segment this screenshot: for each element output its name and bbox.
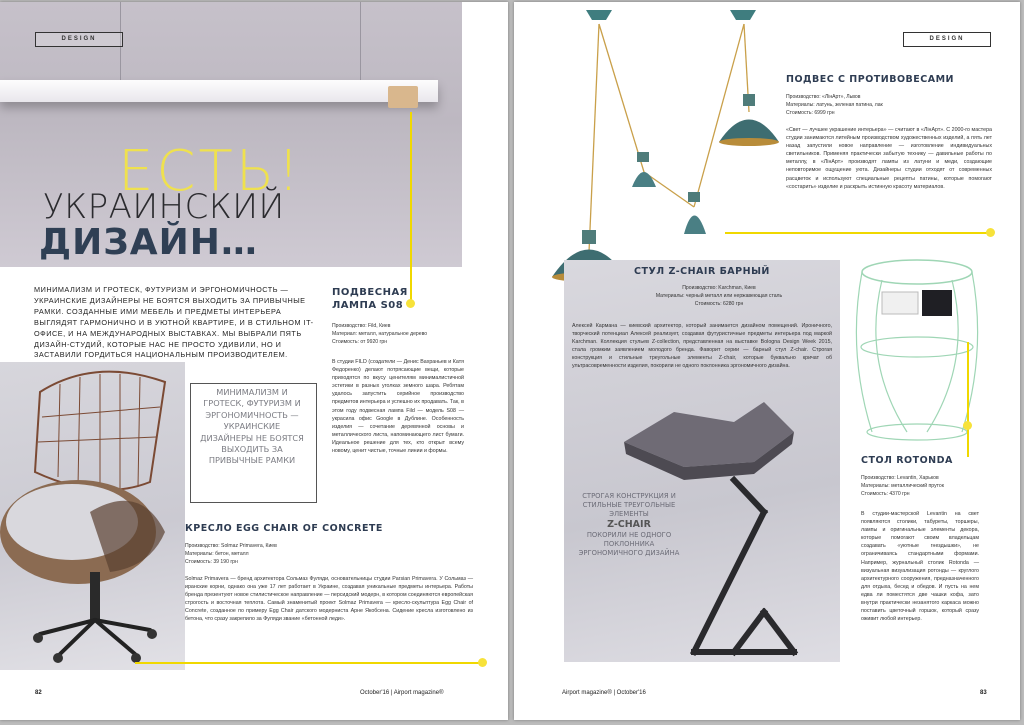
rotonda-specs xyxy=(861,474,1001,498)
section-tag: DESIGN xyxy=(35,32,123,47)
pendant-specs xyxy=(786,93,996,117)
rotonda-price: Стоимость: 4370 грн xyxy=(861,491,910,497)
lamp-wire xyxy=(360,2,361,82)
page-number: 82 xyxy=(35,690,42,696)
rotonda-body: В студии-мастерской Levantin на свет появляются столики, табуреты, торшеры, лампы и оригинальные элементы декора, которые помогают своим владельцам создавать «уютные гнездышки», не ограничиваясь стандартными формами. Например, журнальный столик Rotonda — визуальная визуализация ротонды — круглого архитектурного сооружения, предназначенного для отдыха, бесед и обедов. И пусть на нем едва ли поместятся две чашки кофа, зато внутри практически незанятого каркаса можно поставить цветочный горшок, который сразу оживит любой интерьер. xyxy=(861,511,979,623)
z-chair-quote-b: Z-CHAIR xyxy=(607,519,651,530)
page-number: 83 xyxy=(980,690,987,696)
section-tag: DESIGN xyxy=(903,32,991,47)
z-chair-quote-c: ПОКОРИЛИ НЕ ОДНОГО ПОКЛОННИКА ЭРГОНОМИЧНОГО ДИЗАЙНА xyxy=(578,531,680,557)
accent-line xyxy=(410,112,412,300)
lamp-wood-block xyxy=(388,86,418,108)
egg-chair-materials: Материалы: бетон, металл xyxy=(185,551,249,557)
lamp-title-line1: ПОДВЕСНАЯ xyxy=(332,287,408,298)
footer-magazine: Airport magazine® | October'16 xyxy=(562,690,646,696)
lamp-s08-image xyxy=(0,80,438,102)
egg-chair-image xyxy=(0,362,185,670)
pendant-price: Стоимость: 6999 грн xyxy=(786,110,835,116)
rotonda-maker: Производство: Levantin, Харьков xyxy=(861,475,939,481)
z-chair-maker: Производство: Karchman, Киев xyxy=(682,285,756,291)
pendant-materials: Материалы: латунь, зеленая патина, лак xyxy=(786,102,883,108)
pendant-lamps-image xyxy=(534,2,794,282)
intro-text: МИНИМАЛИЗМ И ГРОТЕСК, ФУТУРИЗМ И ЭРГОНОМИЧНОСТЬ — УКРАИНСКИЕ ДИЗАЙНЕРЫ НЕ БОЯТСЯ ВЫХОДИТЬ ЗА ПРИВЫЧНЫЕ РАМКИ. СОЗДАННЫЕ ИМИ МЕБЕЛЬ И ПРЕДМЕТЫ ИНТЕРЬЕРА ВЫГЛЯДЯТ ГАРМОНИЧНО И В УЮТНОЙ КВАРТИРЕ, И В СТИЛЬНОМ IT-ОФИСЕ, И НА МЕЖДУНАРОДНЫХ ВЫСТАВКАХ. МЫ ВЫБРАЛИ ПЯТЬ ДИЗАЙН-СТУДИЙ, КОТОРЫЕ НАС НЕ ПРОСТО УДИВИЛИ, НО И ЗАСТАВИЛИ ГОРДИТЬСЯ НАЦИОНАЛЬНЫМ ПРОИЗВОДИТЕЛЕМ. xyxy=(34,285,314,360)
accent-line xyxy=(135,662,480,664)
lamp-title xyxy=(332,286,408,312)
accent-dot xyxy=(963,421,972,430)
z-chair-title: СТУЛ Z-CHAIR БАРНЫЙ xyxy=(634,266,770,277)
lamp-price: Стоимость: от 9920 грн xyxy=(332,339,388,345)
rotonda-materials: Материалы: металлический пруток xyxy=(861,483,944,489)
lamp-maker: Производство: Fild, Киев xyxy=(332,323,391,329)
egg-chair-title: КРЕСЛО EGG CHAIR OF CONCRETE xyxy=(185,523,383,534)
z-chair-quote xyxy=(574,492,684,558)
rotonda-title: СТОЛ ROTONDA xyxy=(861,455,953,466)
egg-chair-photo xyxy=(0,362,185,670)
lamp-title-line2: ЛАМПА S08 xyxy=(332,300,404,311)
z-chair-materials: Материалы: черный металл или нержавеющая сталь xyxy=(655,293,783,299)
egg-chair-price: Стоимость: 39 190 грн xyxy=(185,559,238,565)
lamp-body: В студии FILD (создатели — Денис Вахраньев и Катя Федоренко) делают потрясающие вещи, которые приходятся по вкусу ценителям минималистичной эстетики в разных уголках земного шара. Ребятам удалось запустить серийное производство предметов интерьера и успешно их продавать. Так, в этом году подвесная лампа Fild — модель S08 — украсила офис Google в Дублине. Особенность изделия — сочетание деревянной основы и металлического листа, напоминающего лист бумаги. Идеальное решение для тех, кто открыт всему новому, ценит чистые, точные линии и формы. xyxy=(332,359,464,455)
z-chair-quote-a: СТРОГАЯ КОНСТРУКЦИЯ И СТИЛЬНЫЕ ТРЕУГОЛЬНЫЕ ЭЛЕМЕНТЫ xyxy=(582,492,676,518)
pendant-body: «Свет — лучшее украшение интерьера» — считают в «ЛінАрт». С 2000-го мастера студии занимаются литейным производством художественных изделий, а пять лет назад запустили новое направление — изготовление индивидуальных светильников. Применяя практически забытую технику — давильные работы по металлу, в «ЛінАрт» производят лампы из латуни и меди, создающие неповторимое ощущение уюта. Дизайнеры студии отходят от современных расцветок и используют специальные рецепты патины, которые помогают «состарить» изделие и раскрыть истинную красоту материалов. xyxy=(786,127,992,190)
egg-chair-body: Solmaz Primavera — бренд архитектора Сольмаз Фуляди, основательницы студии Parsian Primavera. У Сольмаз — иранские корни, однако она уже 17 лет работает в Украине, создавая уникальные предметы интерьера. Работы бренда презентуют новое стилистическое направление — персидский модерн, в котором соединяются европейская строгость и восточная теплота. Самый знаменитый проект Solmaz Primavera — кресло-скульптура Egg Chair of Concrete, созданное по примеру Egg Chair датского модерниста Арне Якобсена. Сидение кресла изготовлено из бетона, что сразу закрепило за Фуляди звание «бетонной леди». xyxy=(185,576,473,623)
right-page xyxy=(514,2,1020,720)
lamp-specs xyxy=(332,322,492,346)
accent-dot xyxy=(986,228,995,237)
accent-dot xyxy=(478,658,487,667)
left-page xyxy=(0,2,508,720)
z-chair-specs xyxy=(609,284,829,308)
title-design: ДИЗАЙН… xyxy=(39,222,258,263)
lamp-materials: Материал: металл, натуральное дерево xyxy=(332,331,428,337)
egg-chair-maker: Производство: Solmaz Primavera, Киев xyxy=(185,543,277,549)
title-esti: ЕСТЬ! xyxy=(118,139,303,204)
rotonda-table-image xyxy=(852,252,982,442)
egg-chair-specs xyxy=(185,542,405,566)
accent-line xyxy=(725,232,989,234)
z-chair-body: Алексей Кармана — киевский архитектор, который занимается дизайном помещений. Ироничного, творческий потенциал Алексей реализует, создавая футуристичные предметы интерьера под маркой Karchman. Коллекция стульев Z-collection, представленная на выставке Bologna Design Week 2015, стала громким заявлением молодого бренда. Фаворит серии — барный стул Z-chair. Строгая конструкция и стильные треугольные элементы Z-chair, которые буквально кричат об ультрасовременности изделия, покорили не одного поклонника эргономичного дизайна. xyxy=(572,323,832,370)
z-chair-price: Стоимость: 6280 грн xyxy=(694,301,744,307)
accent-line xyxy=(967,342,969,457)
pull-quote: МИНИМАЛИЗМ И ГРОТЕСК, ФУТУРИЗМ И ЭРГОНОМИЧНОСТЬ — УКРАИНСКИЕ ДИЗАЙНЕРЫ НЕ БОЯТСЯ ВЫХОДИТЬ ЗА ПРИВЫЧНЫЕ РАМКИ xyxy=(200,387,304,466)
title-ukrainian: УКРАИНСКИЙ xyxy=(43,187,285,227)
footer-magazine: October'16 | Airport magazine® xyxy=(360,690,444,696)
pendant-title: ПОДВЕС С ПРОТИВОВЕСАМИ xyxy=(786,74,954,85)
pendant-maker: Производство: «ЛінАрт», Львов xyxy=(786,94,861,100)
